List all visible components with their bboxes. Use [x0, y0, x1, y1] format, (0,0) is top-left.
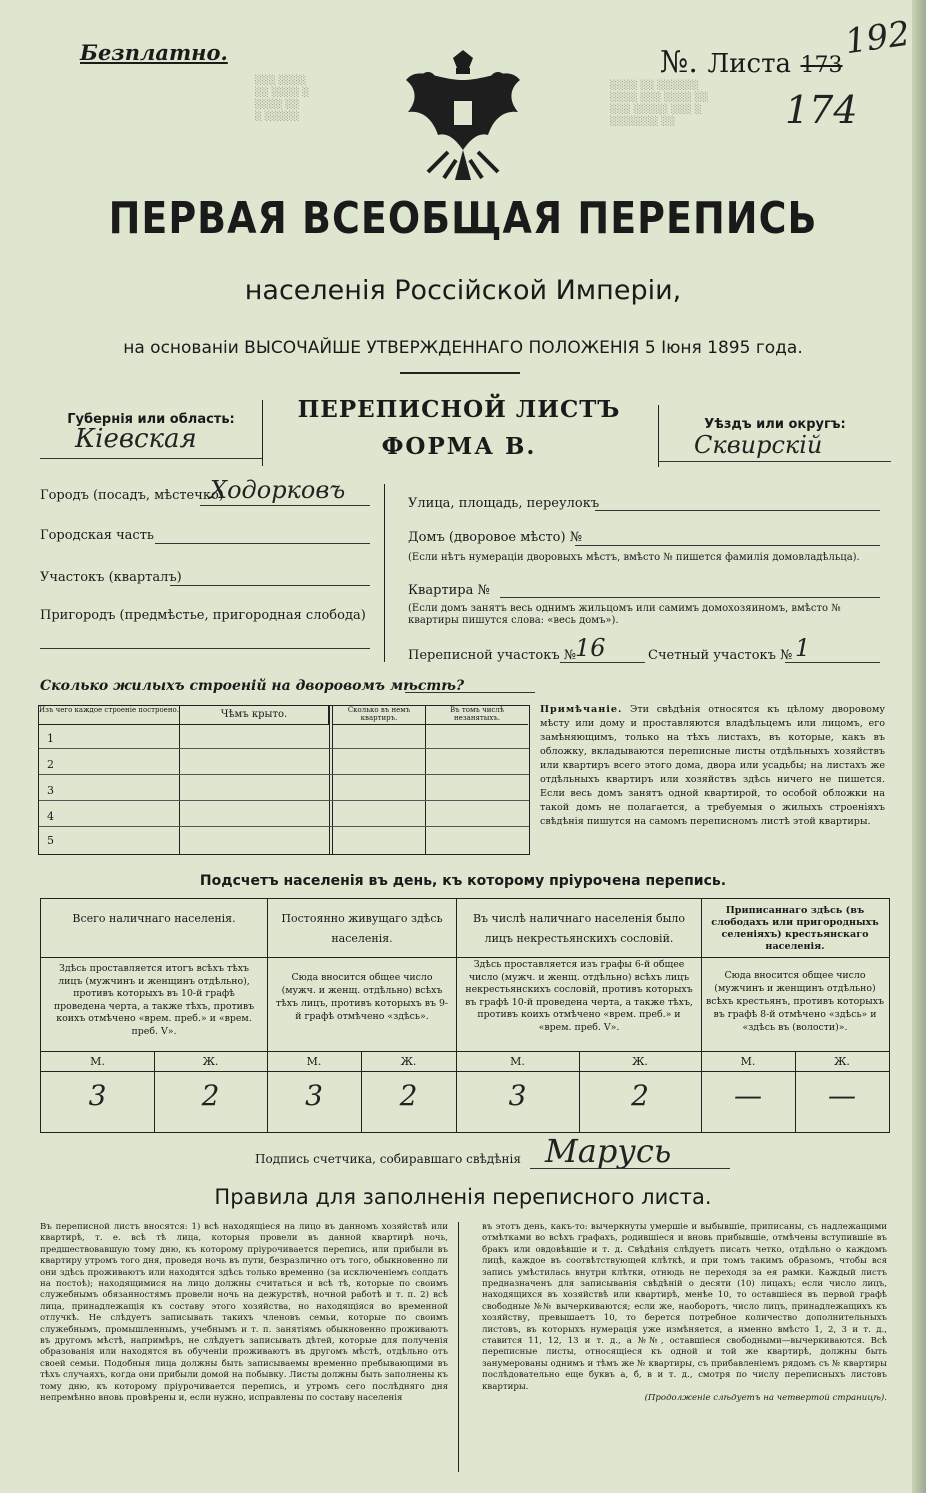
dwellings-row-1: 1: [47, 732, 54, 745]
dwellings-row-5: 5: [47, 834, 54, 847]
pop-col-permanent-header: Постоянно живущаго здѣсь населенія.: [281, 912, 443, 945]
form-type: ФОРМА В.: [381, 433, 537, 460]
pop-nonpeasant-m-label: М.: [510, 1055, 525, 1068]
dwellings-col-roof: Чѣмъ крыто.: [180, 706, 329, 725]
dwellings-note: [540, 703, 885, 829]
form-title-block: [264, 396, 654, 460]
pop-total-f-value: 2: [201, 1079, 220, 1112]
note-heading: Примѣчаніе.: [540, 704, 623, 715]
number-sign: №.: [660, 45, 698, 80]
pop-registered-f-value: —: [828, 1079, 856, 1112]
town-label: Городъ (посадъ, мѣстечко): [40, 488, 224, 503]
sheet-number-label: [660, 45, 843, 80]
rules-right-text: въ этотъ день, какъ-то: вычеркнуты умершіе и выбывшіе, приписаны, съ надлежащими отмѣтками во всѣхъ графахъ, родившіеся и вновь прибывшіе, отмѣчены вступившіе въ бракъ или овдовѣвшіе и т. д. Свѣдѣнія слѣдуетъ писать четко, отдѣльно о каждомъ лицѣ, каждое въ соотвѣтствующей клѣткѣ, и при томъ такимъ образомъ, чтобы вся запись умѣстилась внутри клѣтки, отнюдь не переходя за ея рамки. Каждый листъ предназначенъ для записыванія свѣдѣній о десяти (10) лицахъ; если число лицъ, находящихся въ хозяйствѣ или квартирѣ, менѣе 10, то оставшіеся въ первой графѣ свободные №№ вычеркиваются; если же, наоборотъ, число лицъ, принадлежащихъ къ хозяйству, превышаетъ 10, то берется потребное количество дополнительныхъ листовъ, въ которыхъ нумерація уже измѣняется, а именно вмѣсто 1, 2, 3 и т. д., ставится 11, 12, 13 и т. д., а №№, оставшіеся свободными—вычеркиваются. Всѣ переписные листы, относящіеся къ одной и той же квартирѣ, должны быть занумерованы однимъ и тѣмъ же № квартиры, съ прибавленіемъ рядомъ съ № квартиры послѣдовательно еще буквъ а, б, в и т. д., смотря по числу переписныхъ листовъ квартиры.: [482, 1222, 887, 1392]
count-precinct-label: Счетный участокъ №: [648, 648, 793, 663]
province-block: [40, 400, 263, 466]
rules-right-column: [482, 1222, 887, 1405]
double-headed-eagle-icon: [398, 40, 528, 190]
handwritten-sheet-number: 174: [785, 88, 858, 132]
dwellings-question: Сколько жилыхъ строеній на дворовомъ мѣстѣ?: [40, 678, 465, 694]
pop-permanent-m-value: 3: [305, 1079, 323, 1112]
district-block: [658, 405, 891, 467]
pop-permanent-f-value: 2: [399, 1079, 418, 1112]
pop-registered-m-label: М.: [740, 1055, 756, 1068]
title-rule: [400, 372, 520, 374]
enumerator-signature-label: Подпись счетчика, собиравшаго свѣдѣнія: [255, 1152, 521, 1166]
pop-col-permanent-desc: Сюда вносится общее число (мужч. и женщ. отдѣльно) всѣхъ тѣхъ лицъ, противъ которыхъ въ 9-й графѣ отмѣчено «здѣсь».: [275, 972, 449, 1022]
dwellings-row-2: 2: [47, 758, 54, 771]
city-part-label: Городская часть: [40, 528, 154, 543]
pop-col-total-desc: Здѣсь проставляется итогъ всѣхъ тѣхъ лицъ (мужчинъ и женщинъ отдѣльно), противъ которыхъ въ 10-й графѣ проведена черта, а также тѣхъ, противъ коихъ отмѣчено «врем. преб.» и «врем. преб. V».: [53, 963, 255, 1037]
province-label: Губернія или область:: [67, 412, 235, 427]
dwellings-row-4: 4: [47, 810, 54, 823]
enumerator-signature: Марусь: [545, 1132, 672, 1170]
page-edge: [912, 0, 926, 1493]
rules-left-column: Въ переписной листъ вносятся: 1) всѣ находящіеся на лицо въ данномъ хозяйствѣ или квартирѣ, т. е. всѣ тѣ лица, которыя провели въ данной квартирѣ ночь, предшествовавшую тому дню, къ которому пріурочивается перепись, или прибыли въ квартиру утромъ того дня, проведя ночь въ пути, безразлично отъ того, обыкновенно ли они здѣсь проживаютъ или находятся здѣсь только временно (за исключеніемъ солдатъ на постоѣ); находящимися на лицо должны считаться и всѣ тѣ, которые по своимъ служебнымъ обязанностямъ провели ночь на дежурствѣ, ночной работѣ и т. п. 2) всѣ лица, принадлежащія къ составу этого хозяйства, но находящіяся во временной отлучкѣ. Не слѣдуетъ записывать такихъ членовъ семьи, которые по своимъ служебнымъ, промышленнымъ, учебнымъ и т. п. занятіямъ обыкновенно проживаютъ въ другомъ мѣстѣ, напримѣръ, не слѣдуетъ записывать дѣтей, которые для полученія образованія или находятся въ обученіи проживаютъ въ другомъ мѣстѣ, отдѣльно отъ своей семьи. Подобныя лица должны быть записываемы временно пребывающими въ тѣхъ случаяхъ, когда они прибыли домой на побывку. Листы должны быть заполнены къ тому дню, къ которому пріурочивается перепись, и утромъ сего послѣдняго дня непремѣнно вновь провѣрены и, если нужно, исправлены по составу населенія: [40, 1222, 448, 1404]
district-value: Сквирскій: [694, 431, 823, 459]
dwellings-row-3: 3: [47, 784, 54, 797]
dwellings-table: [38, 705, 530, 855]
count-precinct-value: 1: [795, 634, 811, 662]
handwritten-archive-number: 192: [842, 13, 913, 63]
rules-continuation: (Продолженіе слѣдуетъ на четвертой страницѣ).: [644, 1393, 887, 1404]
pop-permanent-m-label: М.: [306, 1055, 322, 1068]
main-title: ПЕРВАЯ ВСЕОБЩАЯ ПЕРЕПИСЬ: [108, 192, 818, 244]
precinct-label: Участокъ (кварталъ): [40, 570, 182, 585]
house-label: Домъ (дворовое мѣсто) №: [408, 530, 583, 545]
house-note: (Если нѣтъ нумераціи дворовыхъ мѣстъ, вмѣсто № пишется фамилія домовладѣльца).: [408, 552, 860, 563]
bleed-through-right: ░░░░ ░░ ░░░░░░ ░░░░ ░░░ ░░░░ ░░ ░░░ ░░░░░ ░░░ ░ ░░░░░░░ ░░: [610, 81, 709, 127]
pop-permanent-f-label: Ж.: [400, 1055, 417, 1068]
district-label: Уѣздъ или округъ:: [704, 417, 846, 432]
province-value: Кіевская: [75, 424, 197, 454]
sheet-word: Листа: [707, 49, 791, 79]
census-precinct-value: 16: [575, 634, 606, 662]
pop-col-nonpeasant-desc: Здѣсь проставляется изъ графы 6-й общее число (мужч. и женщ. отдѣльно) всѣхъ лицъ некрестьянскихъ сословій, противъ которыхъ въ графѣ 10-й проведена черта, а также тѣхъ, противъ коихъ отмѣчено «врем. преб.» и «врем. преб. V».: [465, 959, 693, 1033]
subtitle: населенія Россійской Имперіи,: [244, 275, 682, 306]
town-value: Ходорковъ: [210, 476, 346, 504]
rules-divider: [458, 1222, 459, 1472]
rules-title: Правила для заполненія переписного листа.: [214, 1185, 712, 1209]
population-table: [40, 898, 890, 1133]
crossed-sheet-number: 173: [800, 53, 843, 78]
pop-registered-f-label: Ж.: [834, 1055, 850, 1068]
population-count-title: Подсчетъ населенія въ день, къ которому пріурочена перепись.: [199, 873, 727, 889]
free-label: Безплатно.: [80, 40, 228, 65]
pop-col-nonpeasant-header: Въ числѣ наличнаго населенія было лицъ некрестьянскихъ сословій.: [472, 912, 686, 945]
pop-total-f-label: Ж.: [202, 1055, 219, 1068]
bleed-through-left: ░░░ ░░░░ ░░ ░░░░ ░ ░░░░ ░░ ░ ░░░░░: [255, 76, 310, 122]
suburb-label: Пригородъ (предмѣстье, пригородная слобода): [40, 608, 366, 623]
address-divider: [384, 484, 385, 662]
pop-nonpeasant-f-label: Ж.: [632, 1055, 648, 1068]
dwellings-col-nonresidential: Въ томъ числѣ незанятыхъ.: [426, 706, 528, 725]
pop-col-total-header: Всего наличнаго населенія.: [72, 912, 236, 925]
apartment-label: Квартира №: [408, 583, 490, 598]
pop-nonpeasant-f-value: 2: [631, 1079, 649, 1112]
pop-col-registered-header: Приписаннаго здѣсь (въ слободахъ или пригородныхъ селеніяхъ) крестьянскаго населенія.: [711, 905, 879, 952]
pop-col-registered-desc: Сюда вносится общее число (мужчинъ и женщинъ отдѣльно) всѣхъ крестьянъ, противъ которыхъ въ графѣ 8-й отмѣчено «здѣсь» и «здѣсь въ (волости)».: [705, 970, 885, 1033]
note-text: Эти свѣдѣнія относятся къ цѣлому дворовому мѣсту или дому и проставляются владѣльцемъ или лицомъ, его замѣняющимъ, только на тѣхъ листахъ, въ которые, какъ въ обложку, вкладываются переписные листы отдѣльныхъ хозяйствъ или квартиръ всего этого дома, двора или усадьбы; на листахъ же отдѣльныхъ квартиръ или хозяйствъ здѣсь ничего не пишется. Если весь домъ занятъ одной квартирой, то особой обложки на такой домъ не полагается, а требуемыя о жилыхъ строеніяхъ свѣдѣнія пишутся на самомъ переписномъ листѣ этой квартиры.: [540, 704, 885, 827]
pop-nonpeasant-m-value: 3: [508, 1079, 527, 1112]
pop-registered-m-value: —: [734, 1079, 762, 1112]
form-title: ПЕРЕПИСНОЙ ЛИСТЪ: [297, 396, 621, 423]
apartment-note: (Если домъ занятъ весь однимъ жильцомъ или самимъ домохозяиномъ, вмѣсто № квартиры пишутся слова: «весь домъ»).: [408, 603, 841, 626]
decree-line: на основаніи ВЫСОЧАЙШЕ УТВЕРЖДЕННАГО ПОЛОЖЕНІЯ 5 Іюня 1895 года.: [123, 338, 803, 358]
street-label: Улица, площадь, переулокъ: [408, 496, 600, 511]
dwellings-col-material: Изъ чего каждое строеніе построено.: [39, 706, 180, 725]
pop-total-m-label: М.: [90, 1055, 105, 1068]
dwellings-col-apartments: Сколько въ немъ квартиръ.: [333, 706, 426, 725]
census-precinct-label: Переписной участокъ №: [408, 648, 577, 663]
pop-total-m-value: 3: [88, 1079, 107, 1112]
